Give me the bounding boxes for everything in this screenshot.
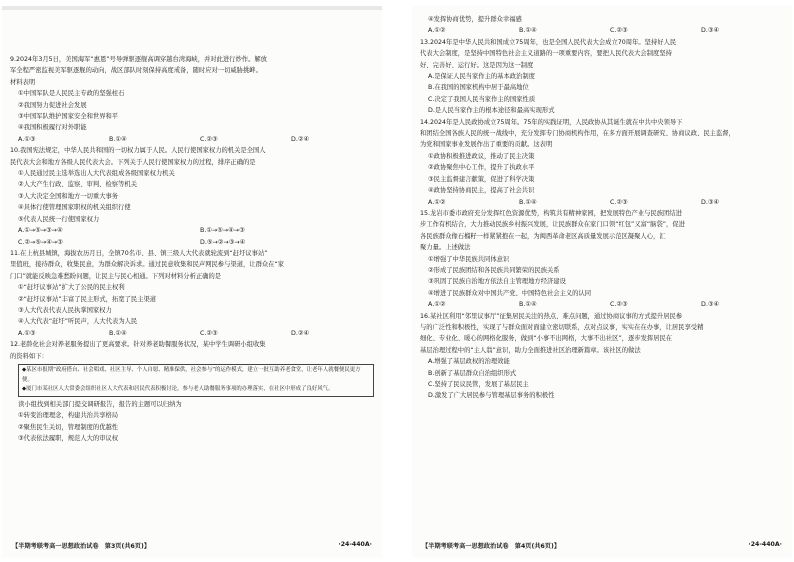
question-12-item: ④发挥协商优势，提升群众幸福感 (428, 16, 522, 23)
question-9-item: ④我国积极履行对外职能 (18, 124, 87, 132)
question-14-options (420, 197, 784, 208)
option-c: C.②③ (200, 135, 218, 143)
option-d: D.⑤→②→③→④ (200, 238, 246, 246)
question-12-options (420, 25, 784, 36)
question-14 (420, 117, 784, 208)
question-15-stem-line: 聚力量。上述做法 (420, 244, 471, 252)
left-page (2, 6, 382, 558)
right-page-content (420, 14, 784, 402)
question-11-item: ③人大代表代表人民执掌国家权力 (18, 306, 112, 314)
question-11 (10, 248, 374, 339)
option-b: B.①④ (519, 301, 537, 309)
question-12-item: ①转变治理理念，构建共治共享格局 (18, 412, 119, 420)
option-c: C.②③ (610, 301, 628, 309)
right-page (412, 6, 792, 558)
question-13-choice-c: C.决定了我国人民当家作主的国家性质 (428, 95, 536, 103)
question-12-item: ②聚焦民生关切，管理制度的优越性 (18, 423, 119, 431)
question-16-choice-a: A.增强了基层政权的治理效能 (428, 358, 510, 366)
question-9-item: ②我国努力促进社会发展 (18, 101, 87, 109)
option-c: C.②③ (200, 329, 218, 337)
question-9-options (10, 134, 374, 145)
question-13 (420, 37, 784, 117)
footer-title: 【半期考联考高一思想政治试卷 第4页(共6页)】 (422, 543, 561, 550)
question-11-stem-line: 门口”就能反映急难愁盼问题，让民主与民心相通。下列对材料分析正确的是 (10, 272, 222, 280)
option-b: B.①④ (519, 27, 537, 35)
question-14-item: ④政协坚持协商民主，提高了社会共识 (428, 187, 535, 195)
question-15-item: ②形成了民族团结和各民族共同繁荣的民族关系 (428, 266, 560, 274)
option-a: A.①② (428, 198, 446, 206)
option-a: A.①③ (18, 135, 36, 143)
question-10-item: ③人大决定全国和地方一切重大事务 (18, 192, 119, 200)
question-9-stem-line: 9.2024年3月5日，美国海军“惠恩”号导弹驱逐舰高调穿越台湾海峡，并对此进行炒作。解放 (10, 56, 267, 63)
question-16-stem-line: 16.某社区利用“邻里议事厅”征集居民关注的热点、难点问题，通过协商议事的方式提升居民参 (420, 312, 683, 320)
question-13-choice-a: A.是保证人民当家作主的基本政治制度 (428, 73, 535, 81)
question-10-stem-line: 10.我国宪法规定，中华人民共和国的一切权力属于人民。人民行使国家权力的机关是全国人 (10, 147, 266, 155)
option-d: D.②④ (291, 135, 310, 143)
footer-title: 【半期考联考高一思想政治试卷 第3页(共6页)】 (12, 543, 151, 550)
option-c: C.②③ (610, 198, 628, 206)
question-9-stem-line: 军全程严密监视美军驱逐舰的动向，战区部队时刻保持高度戒备，随时应对一切威胁挑衅。 (10, 67, 262, 75)
question-15-item: ④增进了民族群众对中国共产党、中国特色社会主义的认同 (428, 289, 592, 297)
question-9-stem-line: 材料表明 (10, 78, 36, 86)
question-12-stem-line: 的资料如下： (10, 352, 48, 360)
footer-code: ·24-440A· (338, 541, 372, 548)
question-14-item: ①政协积极推进政议，推动了民主决策 (428, 152, 535, 160)
option-a: A.①② (428, 27, 446, 35)
question-9 (10, 54, 374, 145)
question-13-choice-b: B.在我国的国家机构中居于最高地位 (428, 84, 529, 92)
option-a: A.①② (428, 301, 446, 309)
question-10 (10, 145, 374, 248)
question-11-item: ④人大代表“赶圩”听民声，人大代表为人民 (18, 318, 138, 326)
option-b: B.①④ (109, 329, 127, 337)
option-b: B.①④ (519, 198, 537, 206)
question-15-stem-line: 15.龙岩市委市政府充分发挥红色资源优势，构筑共有精神家园，把发展特色产业与民族团结进 (420, 209, 682, 217)
question-16 (420, 311, 784, 402)
option-a: A.①→⑤→③→④ (18, 227, 63, 235)
question-16-choice-b: B.创新了基层群众自治组织形式 (428, 369, 517, 377)
question-10-options (10, 225, 374, 248)
question-15-item: ③巩固了民族自治地方依法自主管理地方经济建设 (428, 278, 566, 286)
material-paragraph: ◆某区市报期“政府搭台、社会唱戏、社区主导、个人自愿、精准保供，社会参与”的运作模式，建立一批互助养老食堂，让老年人就餐便民更方便。 (22, 366, 361, 383)
question-12 (10, 339, 374, 444)
question-10-item: ①人民通过民主选举选出人大代表组成各级国家权力机关 (18, 170, 175, 178)
option-d: D.③④ (701, 27, 720, 35)
question-16-choice-c: C.坚持了民议民管，发展了基层民主 (428, 381, 529, 388)
question-12-question-line: 读小组找到相关部门提交调研报告，报告的主题可以归纳为 (18, 400, 182, 408)
question-15 (420, 208, 784, 311)
question-9-item: ③中国军队维护国家安全和世界和平 (18, 113, 119, 121)
question-16-choice-d: D.激发了广大居民参与管理基层事务的积极性 (428, 392, 555, 400)
left-page-content (10, 54, 374, 444)
footer-code: ·24-440A· (748, 541, 782, 548)
question-15-stem-line: 各民族群众像石榴籽一样紧紧抱在一起，为闽西革命老区高质量发展示范区凝聚人心，汇 (420, 232, 666, 240)
question-11-stem-line: 里值班，接待群众，收集民意，为群众解决诉求。通过民意收集和民声网民参与渠道，让群众在“家 (10, 261, 285, 269)
question-10-stem-line: 民代表大会和地方各级人民代表大会。下列关于人民行使国家权力的过程，排序正确的是 (10, 158, 256, 166)
question-11-stem-line: 11.在上杭县城镇，海拔农历月日，全镇70名市、县、镇三级人大代表就轮流到“赶圩议事站” (10, 249, 268, 257)
question-13-stem-line: 好、完善好、运行好。这是因为这一制度 (420, 61, 534, 69)
question-12-stem-line: 12.老龄化社会对养老服务提出了更高要求。针对养老助餐服务状况，某中学生调研小组收集 (10, 341, 266, 349)
left-page-footer (12, 541, 372, 550)
question-13-stem-line: 代表大会制度，是坚持中国特色社会主义道路的一项重要内容，要把人民代表大会制度坚持 (420, 50, 672, 58)
option-b: B.①④ (109, 135, 127, 143)
question-15-options (420, 299, 784, 310)
question-11-item: ②“赶圩议事站”丰富了民主形式，拓宽了民主渠道 (18, 295, 157, 303)
question-14-item: ②政协聚焦中心工作，提升了执政水平 (428, 164, 535, 172)
question-16-stem-line: 基层治理过程中的“主人翁”意识，助力全面推进社区治理新篇章。该社区的做法 (420, 346, 641, 354)
scan-edge (2, 6, 382, 10)
question-15-item: ①增强了中华民族共同体意识 (428, 255, 510, 263)
question-10-item: ⑤代表人民统一行使国家权力 (18, 215, 100, 223)
option-a: A.①③ (18, 329, 36, 337)
option-d: D.③④ (701, 301, 720, 309)
question-14-stem-line: 和团结全国各族人民的统一战线中，充分发挥专门协商机构作用，在多方面开展调查研究、协商议政、民主监督， (420, 130, 735, 138)
question-12-continued (420, 14, 784, 37)
question-11-options (10, 328, 374, 339)
question-14-stem-line: 14.2024年是人民政协成立75周年。75年的实践证明，人民政协从其诞生就在中共中央领导下 (420, 118, 683, 126)
question-13-stem-line: 13.2024年是中华人民共和国成立75周年，也是全国人民代表大会成立70周年。坚持好人民 (420, 38, 677, 46)
question-11-item: ①“赶圩议事站”扩大了公民的民主权利 (18, 284, 125, 292)
option-d: D.③④ (701, 198, 720, 206)
question-13-choice-d: D.是人民当家作主的根本途径和最高实现形式 (428, 107, 555, 115)
right-page-footer (422, 541, 782, 550)
question-10-item: ②人大产生行政、监察、审判、检察等机关 (18, 181, 137, 189)
material-paragraph: ◆厦门市某社区人大常委会组织社区人大代表和居民代表积极讨论，参与老人助餐服务事项的办理落实，在社区中形成了良好风气。 (22, 386, 334, 393)
option-d: D.②④ (291, 329, 310, 337)
question-16-stem-line: 与的广泛性和积极性，实现了与群众面对面建立密切联系，点对点议事，实实在在办事，让居民享受精 (420, 323, 704, 331)
question-9-item: ①中国军队是人民民主专政的坚强柱石 (18, 90, 125, 98)
option-b: B.①→⑤→④→③ (200, 227, 245, 235)
question-14-item: ③民主监督建言献策，促进了科学决策 (428, 175, 535, 183)
option-c: C.②③ (610, 27, 628, 35)
question-14-stem-line: 为党和国家事业发展作出了重要的贡献。这表明 (420, 141, 553, 149)
question-10-item: ④具体行使管理国家职权的机关组织行使 (18, 204, 131, 212)
question-15-stem-line: 步工作有机结合，大力推动民族乡村振兴发展，让民族群众在家门口领“红包”又富“脑袋”，促进 (420, 221, 685, 229)
question-12-item: ③代表依法履职，规范人大的审议权 (18, 434, 119, 442)
question-12-material-box (18, 364, 374, 397)
question-16-stem-line: 细化、专业化、暖心的网格化服务，做到“小事不出网格，大事不出社区”，逐步发挥居民在 (420, 335, 673, 343)
option-c: C.②→⑤→④→③ (18, 238, 63, 246)
